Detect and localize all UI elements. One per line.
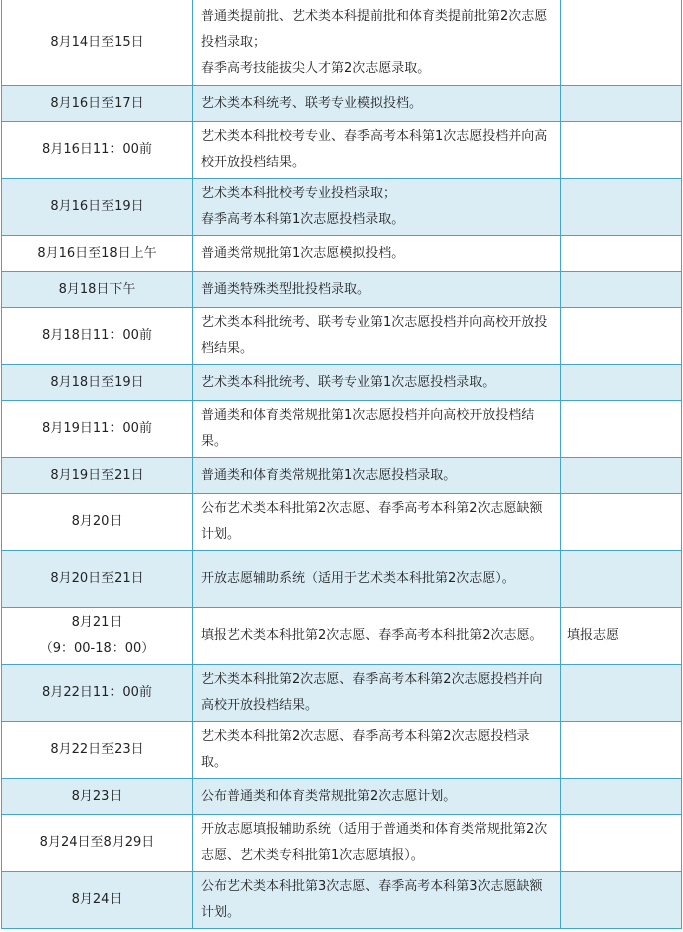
table-row bbox=[2, 458, 682, 494]
content-text: 艺术类本科批校考专业投档录取； bbox=[201, 186, 397, 201]
date-text: 8月18日11：00前 bbox=[42, 328, 152, 343]
date-cell bbox=[2, 308, 193, 365]
table-row bbox=[2, 272, 682, 308]
date-text: 8月16日至19日 bbox=[50, 199, 144, 214]
content-cell bbox=[193, 815, 561, 872]
note-cell bbox=[561, 872, 682, 929]
content-text: 春季高考本科第1次志愿投档录取。 bbox=[201, 212, 405, 227]
table-row bbox=[2, 815, 682, 872]
date-cell bbox=[2, 179, 193, 236]
content-cell bbox=[193, 665, 561, 722]
content-cell bbox=[193, 272, 561, 308]
content-text: 填报艺术类本科批第2次志愿、春季高考本科批第2次志愿。 bbox=[201, 628, 543, 643]
content-text: 开放志愿填报辅助系统（适用于普通类和体育类常规批第2次志愿、艺术类专科批第1次志愿填报）。 bbox=[201, 822, 548, 863]
content-text: 春季高考技能拔尖人才第2次志愿录取。 bbox=[201, 60, 431, 76]
content-text: 公布艺术类本科批第2次志愿、春季高考本科第2次志愿缺额计划。 bbox=[201, 501, 543, 542]
content-cell bbox=[193, 86, 561, 122]
table-row bbox=[2, 401, 682, 458]
note-cell bbox=[561, 551, 682, 608]
table-row bbox=[2, 308, 682, 365]
note-cell bbox=[561, 815, 682, 872]
content-cell bbox=[193, 179, 561, 236]
content-cell bbox=[193, 458, 561, 494]
admission-schedule-table bbox=[1, 0, 682, 929]
content-text: 公布普通类和体育类常规批第2次志愿计划。 bbox=[201, 788, 457, 804]
date-cell bbox=[2, 722, 193, 779]
note-cell bbox=[561, 665, 682, 722]
date-text: 8月16日11：00前 bbox=[42, 142, 152, 157]
date-text: 8月20日 bbox=[71, 514, 123, 529]
date-cell bbox=[2, 86, 193, 122]
content-text: 普通类和体育类常规批第1次志愿投档录取。 bbox=[201, 467, 457, 483]
table-row bbox=[2, 122, 682, 179]
content-text: 普通类提前批、艺术类本科提前批和体育类提前批第2次志愿投档录取； bbox=[201, 8, 548, 50]
date-cell bbox=[2, 551, 193, 608]
content-cell bbox=[193, 872, 561, 929]
table-row bbox=[2, 494, 682, 551]
content-text: 艺术类本科批统考、联考专业第1次志愿投档录取。 bbox=[201, 374, 496, 390]
date-cell bbox=[2, 365, 193, 401]
content-text: 艺术类本科批统考、联考专业第1次志愿投档并向高校开放投档结果。 bbox=[201, 315, 548, 356]
table-row bbox=[2, 551, 682, 608]
date-text: 8月20日至21日 bbox=[50, 571, 144, 586]
content-cell bbox=[193, 401, 561, 458]
content-cell bbox=[193, 308, 561, 365]
table-row bbox=[2, 179, 682, 236]
date-text: 8月18日至19日 bbox=[50, 374, 144, 390]
note-cell bbox=[561, 236, 682, 272]
content-cell bbox=[193, 0, 561, 86]
table-row bbox=[2, 665, 682, 722]
note-cell bbox=[561, 365, 682, 401]
table-row bbox=[2, 236, 682, 272]
date-text: 8月24日 bbox=[71, 892, 123, 907]
date-text: 8月16日至17日 bbox=[50, 95, 144, 111]
table-row bbox=[2, 872, 682, 929]
date-cell bbox=[2, 122, 193, 179]
date-cell bbox=[2, 872, 193, 929]
content-cell bbox=[193, 365, 561, 401]
date-text: 8月21日 bbox=[71, 615, 123, 630]
date-cell bbox=[2, 458, 193, 494]
note-cell bbox=[561, 458, 682, 494]
content-text: 普通类常规批第1次志愿模拟投档。 bbox=[201, 245, 405, 261]
content-text: 开放志愿辅助系统（适用于艺术类本科批第2次志愿）。 bbox=[201, 571, 515, 586]
table-row bbox=[2, 608, 682, 665]
content-text: 艺术类本科批第2次志愿、春季高考本科第2次志愿投档录取。 bbox=[201, 729, 530, 770]
note-cell bbox=[561, 779, 682, 815]
date-cell bbox=[2, 815, 193, 872]
date-cell bbox=[2, 236, 193, 272]
date-text: 8月24日至8月29日 bbox=[39, 835, 155, 850]
note-cell: 填报志愿 bbox=[561, 608, 682, 665]
date-text: 8月18日下午 bbox=[58, 281, 136, 297]
content-text: 公布艺术类本科批第3次志愿、春季高考本科第3次志愿缺额计划。 bbox=[201, 879, 543, 920]
table-row bbox=[2, 0, 682, 86]
date-text: 8月22日11：00前 bbox=[42, 685, 152, 700]
table-row bbox=[2, 722, 682, 779]
content-text: 普通类和体育类常规批第1次志愿投档并向高校开放投档结果。 bbox=[201, 408, 535, 449]
date-cell bbox=[2, 779, 193, 815]
date-cell bbox=[2, 494, 193, 551]
content-text: 艺术类本科批校考专业、春季高考本科第1次志愿投档并向高校开放投档结果。 bbox=[201, 129, 548, 170]
note-cell bbox=[561, 0, 682, 86]
date-cell bbox=[2, 665, 193, 722]
note-cell bbox=[561, 122, 682, 179]
note-cell bbox=[561, 401, 682, 458]
date-cell bbox=[2, 401, 193, 458]
content-text: 艺术类本科批第2次志愿、春季高考本科第2次志愿投档并向高校开放投档结果。 bbox=[201, 672, 543, 713]
note-cell bbox=[561, 86, 682, 122]
note-cell bbox=[561, 722, 682, 779]
content-cell bbox=[193, 722, 561, 779]
content-cell bbox=[193, 494, 561, 551]
table-row bbox=[2, 86, 682, 122]
date-text: （9：00-18：00） bbox=[39, 641, 155, 656]
date-text: 8月23日 bbox=[71, 788, 123, 804]
date-text: 8月14日至15日 bbox=[50, 34, 144, 50]
content-text: 普通类特殊类型批投档录取。 bbox=[201, 281, 371, 297]
content-cell bbox=[193, 608, 561, 665]
content-cell bbox=[193, 122, 561, 179]
content-cell bbox=[193, 551, 561, 608]
note-cell bbox=[561, 308, 682, 365]
schedule-body bbox=[2, 0, 682, 929]
date-cell bbox=[2, 608, 193, 665]
note-cell bbox=[561, 179, 682, 236]
date-text: 8月16日至18日上午 bbox=[37, 245, 157, 261]
content-text: 艺术类本科统考、联考专业模拟投档。 bbox=[201, 95, 423, 111]
note-cell bbox=[561, 272, 682, 308]
date-cell bbox=[2, 0, 193, 86]
date-text: 8月19日至21日 bbox=[50, 467, 144, 483]
note-cell bbox=[561, 494, 682, 551]
content-cell bbox=[193, 236, 561, 272]
content-cell bbox=[193, 779, 561, 815]
table-row bbox=[2, 779, 682, 815]
date-text: 8月22日至23日 bbox=[50, 742, 144, 757]
table-row bbox=[2, 365, 682, 401]
date-text: 8月19日11：00前 bbox=[42, 421, 152, 436]
date-cell bbox=[2, 272, 193, 308]
